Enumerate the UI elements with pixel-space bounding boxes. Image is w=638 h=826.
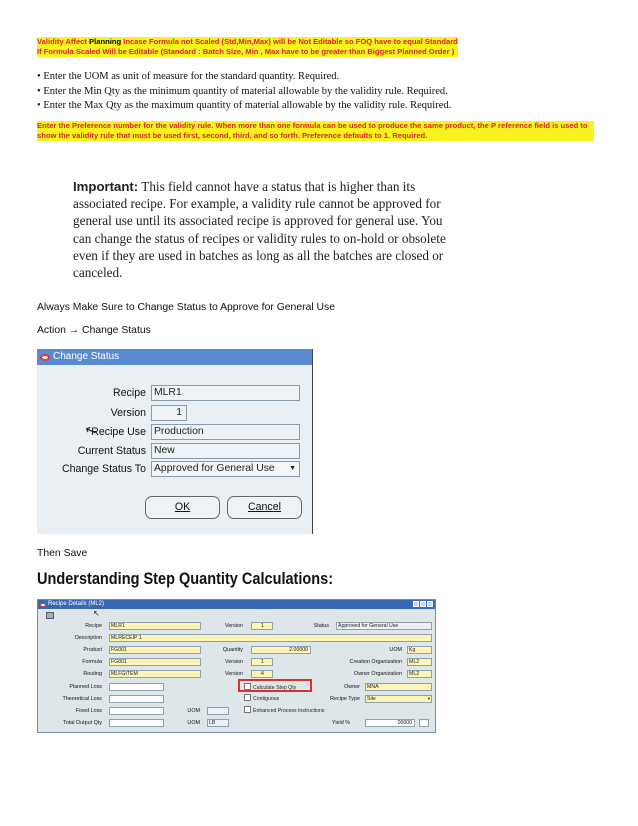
chevron-down-icon: ▼ — [427, 696, 431, 701]
recipe-field[interactable]: MLR1 — [151, 385, 300, 401]
creation-org-field[interactable]: ML2 — [407, 658, 432, 666]
total-output-uom-field[interactable]: LB — [207, 719, 229, 727]
dialog-title: Change Status — [53, 351, 120, 362]
minimize-icon[interactable] — [413, 601, 419, 607]
recipe-details-window: Recipe Details (ML2) ↖ Recipe MLR1 Version 1 Status Approved for General Use Description MLRECEIP 1 Product FG001 Quantity 2.00000 UOM Kg Formula FG001 Version 1 Creation Organization ML2 Routing MLFGITEM Version 4 Owner Organization ML2 Planned Loss Calculate Step Qty Owner MNA Theoretical Loss Contiguous Recipe Type Site ▼ Fixed Loss UOM Enhanced Process Instructions Total Output Qty UOM LB Yield % .00000 — [37, 599, 436, 733]
validity-note-highlight — [37, 37, 458, 57]
recipe-field[interactable]: MLR1 — [109, 622, 201, 630]
cancel-button[interactable]: Cancel — [227, 496, 302, 519]
recipe-row: Recipe MLR1 — [113, 385, 300, 401]
formula-field[interactable]: FG001 — [109, 658, 201, 666]
preference-note-highlight — [37, 121, 594, 141]
calculate-step-qty-checkbox[interactable]: Calculate Step Qty — [244, 683, 296, 691]
oracle-icon — [40, 354, 50, 361]
version-field[interactable]: 1 — [251, 622, 273, 630]
status-field[interactable]: Approved for General Use — [336, 622, 432, 630]
always-instruction: Always Make Sure to Change Status to Approve for General Use — [37, 302, 336, 313]
yield-field[interactable]: .00000 — [365, 719, 415, 727]
then-save-text: Then Save — [37, 548, 88, 559]
quantity-field[interactable]: 2.00000 — [251, 646, 311, 654]
chevron-down-icon: ▼ — [289, 465, 296, 472]
important-label: Important: — [73, 179, 139, 194]
maximize-icon[interactable] — [420, 601, 426, 607]
planned-loss-field[interactable] — [109, 683, 164, 691]
recipe-use-field[interactable]: Production — [151, 424, 300, 440]
total-output-field[interactable] — [109, 719, 164, 727]
window-controls — [413, 601, 433, 607]
fixed-loss-uom-field[interactable] — [207, 707, 229, 715]
routing-version-field[interactable]: 4 — [251, 670, 273, 678]
owner-field[interactable]: MNA — [365, 683, 432, 691]
preference-note-text: Enter the Preference number for the validity rule. When more than one formula can be used to produce the same product, the P reference field is used to show the validity rule that must be used first, second, third, and so forth. Preference defaults to 1. Required. — [37, 121, 588, 140]
pointer-icon: ↖ — [93, 609, 100, 618]
important-note — [73, 178, 453, 281]
action-path: Action → Change Status — [37, 325, 151, 336]
product-field[interactable]: FG001 — [109, 646, 201, 654]
formula-version-label: Version — [225, 659, 243, 665]
recipe-type-select[interactable]: Site ▼ — [367, 696, 431, 702]
uom-field[interactable]: Kg — [407, 646, 432, 654]
change-status-dialog — [37, 349, 313, 534]
version-row: Version 1 — [111, 405, 187, 421]
calculate-step-qty-highlight-box — [238, 679, 312, 692]
owner-org-field[interactable]: ML2 — [407, 670, 432, 678]
recipe-use-row: Recipe Use Production — [91, 424, 300, 440]
change-status-to-select[interactable]: Approved for General Use ▼ — [151, 461, 300, 477]
formula-version-field[interactable]: 1 — [251, 658, 273, 666]
bullet-uom: • Enter the UOM as unit of measure for the standard quantity. Required. — [37, 70, 451, 85]
routing-version-label: Version — [225, 671, 243, 677]
important-text: This field cannot have a status that is higher than its associated recipe. For example, a validity rule cannot be approved for general use until its associated recipe is approved for general use. You can change the status of recipes or validity rules to on-hold or obsolete even if they are used in batches as long as all the batches are closed or canceled. — [73, 179, 446, 281]
routing-field[interactable]: MLFGITEM — [109, 670, 201, 678]
section-heading: Understanding Step Quantity Calculations: — [37, 570, 334, 588]
bullet-max-qty: • Enter the Max Qty as the maximum quantity of material allowable by the validity rule. Required. — [37, 99, 451, 114]
mouse-cursor-icon: ↖ — [82, 420, 99, 440]
validity-note-line-2: If Formula Scaled Will be Editable (Standard : Batch Size, Min , Max have to be greater than Biggest Planned Order ) — [37, 47, 455, 56]
description-field[interactable]: MLRECEIP 1 — [109, 634, 432, 642]
contiguous-checkbox[interactable]: Contiguous — [244, 694, 279, 702]
folder-icon[interactable] — [46, 612, 54, 619]
enhanced-process-checkbox[interactable]: Enhanced Process Instructions — [244, 706, 325, 714]
bullet-min-qty: • Enter the Min Qty as the minimum quantity of material allowable by the validity rule. Required. — [37, 85, 451, 100]
current-status-field[interactable]: New — [151, 443, 300, 459]
ok-button[interactable]: OK — [145, 496, 220, 519]
version-field[interactable]: 1 — [151, 405, 187, 421]
close-icon[interactable] — [427, 601, 433, 607]
validity-note-line-1: Validity Affect Planning Incase Formula not Scaled (Std,Min,Max) will be Not Editable so FOQ have to equal Standard — [37, 37, 458, 46]
arrow-icon: → — [68, 325, 80, 336]
yield-extra-field[interactable] — [419, 719, 429, 727]
current-status-row: Current Status New — [78, 443, 300, 459]
uom-min-max-bullets — [37, 70, 451, 114]
oracle-icon — [40, 603, 46, 607]
fixed-loss-field[interactable] — [109, 707, 164, 715]
recipe-window-title-bar: Recipe Details (ML2) — [38, 600, 435, 609]
change-status-to-row: Change Status To Approved for General Use ▼ — [62, 461, 300, 477]
dialog-title-bar — [37, 349, 312, 365]
theoretical-loss-field[interactable] — [109, 695, 164, 703]
